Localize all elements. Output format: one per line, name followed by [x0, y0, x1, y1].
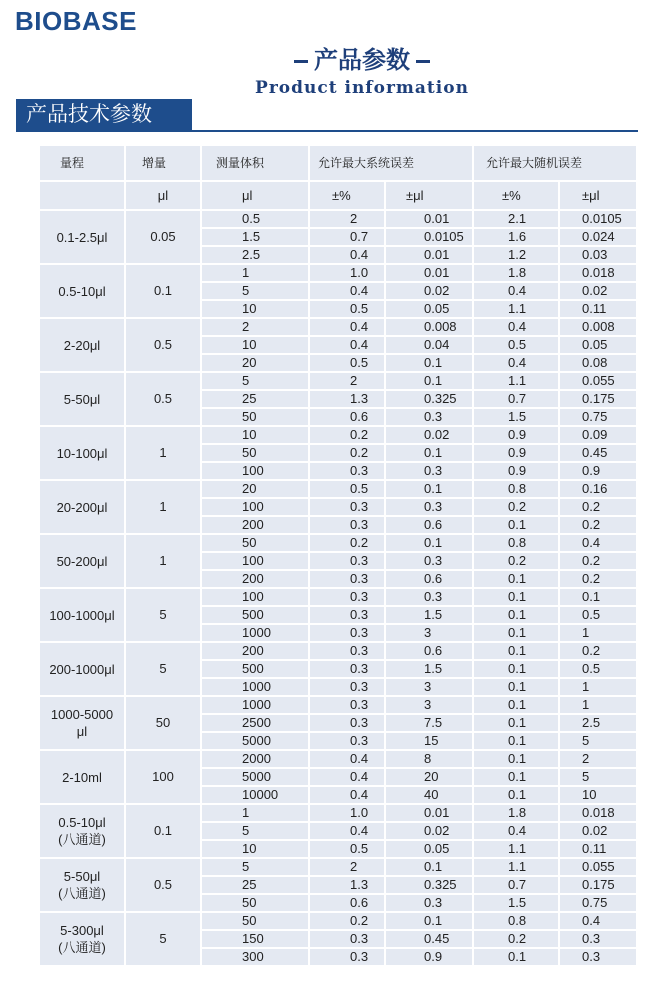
- cell-sys-ul: 3: [386, 625, 474, 643]
- cell-sys-ul: 0.6: [386, 517, 474, 535]
- cell-rand-pct: 0.1: [474, 679, 560, 697]
- cell-sys-ul: 0.1: [386, 535, 474, 553]
- cell-sys-pct: 0.6: [310, 895, 386, 913]
- cell-rand-ul: 0.75: [560, 409, 638, 427]
- cell-volume: 1000: [202, 679, 310, 697]
- cell-rand-ul: 0.4: [560, 913, 638, 931]
- cell-sys-ul: 0.3: [386, 553, 474, 571]
- cell-sys-pct: 1.0: [310, 265, 386, 283]
- cell-volume: 2000: [202, 751, 310, 769]
- cell-rand-pct: 0.1: [474, 949, 560, 967]
- cell-increment: 0.1: [126, 805, 202, 859]
- cell-rand-ul: 0.018: [560, 805, 638, 823]
- table-row: [40, 751, 638, 769]
- cell-rand-pct: 1.5: [474, 895, 560, 913]
- header-random-error: 允许最大随机误差: [474, 146, 638, 182]
- cell-increment: 0.5: [126, 373, 202, 427]
- cell-sys-ul: 3: [386, 679, 474, 697]
- cell-sys-ul: 40: [386, 787, 474, 805]
- table-row: [40, 643, 638, 661]
- cell-volume: 10: [202, 841, 310, 859]
- cell-rand-ul: 10: [560, 787, 638, 805]
- cell-sys-pct: 0.5: [310, 355, 386, 373]
- table-row: [40, 805, 638, 823]
- cell-rand-pct: 0.9: [474, 427, 560, 445]
- cell-rand-pct: 0.1: [474, 751, 560, 769]
- cell-rand-pct: 0.1: [474, 625, 560, 643]
- cell-rand-pct: 0.7: [474, 877, 560, 895]
- cell-sys-pct: 0.6: [310, 409, 386, 427]
- cell-sys-pct: 0.3: [310, 697, 386, 715]
- cell-range: [40, 481, 126, 535]
- table-row: [40, 427, 638, 445]
- cell-rand-pct: 0.1: [474, 643, 560, 661]
- cell-sys-pct: 0.3: [310, 571, 386, 589]
- cell-rand-pct: 0.1: [474, 715, 560, 733]
- cell-sys-ul: 0.1: [386, 445, 474, 463]
- cell-rand-ul: 0.024: [560, 229, 638, 247]
- cell-sys-ul: 8: [386, 751, 474, 769]
- cell-rand-ul: 0.08: [560, 355, 638, 373]
- cell-rand-pct: 0.8: [474, 535, 560, 553]
- cell-volume: 1000: [202, 697, 310, 715]
- cell-sys-ul: 0.3: [386, 895, 474, 913]
- cell-rand-ul: 5: [560, 769, 638, 787]
- cell-rand-ul: 0.2: [560, 643, 638, 661]
- cell-rand-ul: 0.008: [560, 319, 638, 337]
- cell-sys-pct: 0.3: [310, 553, 386, 571]
- cell-rand-ul: 0.055: [560, 859, 638, 877]
- unit-sys-pct: ±%: [310, 182, 386, 211]
- cell-sys-ul: 0.325: [386, 391, 474, 409]
- cell-volume: 5: [202, 823, 310, 841]
- cell-sys-ul: 3: [386, 697, 474, 715]
- cell-rand-pct: 0.4: [474, 355, 560, 373]
- cell-volume: 2500: [202, 715, 310, 733]
- cell-increment: 0.5: [126, 859, 202, 913]
- unit-rand-pct: ±%: [474, 182, 560, 211]
- cell-sys-ul: 0.3: [386, 409, 474, 427]
- cell-sys-pct: 0.3: [310, 517, 386, 535]
- cell-range: [40, 913, 126, 967]
- cell-rand-pct: 0.2: [474, 931, 560, 949]
- cell-increment: 5: [126, 643, 202, 697]
- cell-rand-pct: 1.6: [474, 229, 560, 247]
- cell-sys-pct: 0.3: [310, 931, 386, 949]
- cell-range-line: 0.1-2.5μl: [56, 229, 108, 245]
- cell-sys-ul: 0.02: [386, 283, 474, 301]
- cell-increment: 1: [126, 481, 202, 535]
- table-row: [40, 859, 638, 877]
- cell-increment: 0.1: [126, 265, 202, 319]
- cell-sys-pct: 0.2: [310, 427, 386, 445]
- cell-rand-ul: 0.11: [560, 841, 638, 859]
- cell-range-line: (八通道): [58, 940, 106, 955]
- cell-rand-ul: 0.5: [560, 661, 638, 679]
- cell-volume: 50: [202, 913, 310, 931]
- cell-rand-ul: 0.055: [560, 373, 638, 391]
- cell-sys-ul: 1.5: [386, 661, 474, 679]
- cell-volume: 100: [202, 463, 310, 481]
- cell-volume: 100: [202, 553, 310, 571]
- header-volume: 测量体积: [202, 146, 310, 182]
- cell-rand-pct: 0.1: [474, 589, 560, 607]
- cell-sys-pct: 0.3: [310, 463, 386, 481]
- cell-sys-ul: 0.1: [386, 859, 474, 877]
- cell-rand-pct: 1.1: [474, 373, 560, 391]
- cell-rand-pct: 0.9: [474, 445, 560, 463]
- cell-sys-ul: 15: [386, 733, 474, 751]
- cell-volume: 2.5: [202, 247, 310, 265]
- cell-rand-pct: 1.5: [474, 409, 560, 427]
- cell-volume: 50: [202, 535, 310, 553]
- cell-sys-ul: 0.05: [386, 301, 474, 319]
- cell-volume: 25: [202, 391, 310, 409]
- cell-rand-pct: 0.2: [474, 553, 560, 571]
- cell-rand-pct: 1.8: [474, 265, 560, 283]
- cell-sys-pct: 0.4: [310, 247, 386, 265]
- cell-volume: 20: [202, 481, 310, 499]
- cell-rand-ul: 1: [560, 679, 638, 697]
- cell-volume: 100: [202, 589, 310, 607]
- cell-rand-pct: 0.9: [474, 463, 560, 481]
- cell-rand-ul: 0.75: [560, 895, 638, 913]
- cell-rand-pct: 0.4: [474, 823, 560, 841]
- cell-rand-ul: 2: [560, 751, 638, 769]
- cell-range: [40, 211, 126, 265]
- cell-rand-pct: 0.1: [474, 661, 560, 679]
- cell-sys-pct: 0.3: [310, 715, 386, 733]
- cell-sys-pct: 0.2: [310, 913, 386, 931]
- cell-rand-pct: 0.4: [474, 283, 560, 301]
- cell-range: [40, 751, 126, 805]
- cell-sys-ul: 0.01: [386, 211, 474, 229]
- cell-range-line: (八通道): [58, 886, 106, 901]
- cell-sys-pct: 0.4: [310, 823, 386, 841]
- heading-cn-text: 产品参数: [314, 46, 410, 74]
- cell-range-line: 2-10ml: [62, 769, 102, 785]
- cell-sys-pct: 0.4: [310, 319, 386, 337]
- heading-dash-right: [416, 60, 430, 63]
- cell-sys-pct: 0.2: [310, 535, 386, 553]
- cell-sys-pct: 0.5: [310, 841, 386, 859]
- cell-range-line: 20-200μl: [56, 499, 108, 515]
- cell-volume: 1: [202, 805, 310, 823]
- cell-range-line: 5-300μl: [60, 923, 104, 938]
- cell-rand-ul: 0.5: [560, 607, 638, 625]
- cell-volume: 1000: [202, 625, 310, 643]
- header-range: 量程: [40, 146, 126, 182]
- biobase-logo: BIOBASE: [15, 6, 137, 36]
- cell-range-line: (八通道): [58, 832, 106, 847]
- cell-sys-ul: 0.325: [386, 877, 474, 895]
- section-title: 产品技术参数: [16, 99, 192, 130]
- cell-range: [40, 643, 126, 697]
- cell-sys-ul: 0.05: [386, 841, 474, 859]
- cell-volume: 25: [202, 877, 310, 895]
- cell-volume: 200: [202, 517, 310, 535]
- cell-volume: 1: [202, 265, 310, 283]
- cell-sys-ul: 0.45: [386, 931, 474, 949]
- cell-volume: 5000: [202, 769, 310, 787]
- cell-range-line: 1000-5000: [50, 707, 114, 722]
- table-row: [40, 913, 638, 931]
- header-systematic-error: 允许最大系统误差: [310, 146, 474, 182]
- cell-range-line: 0.5-10μl: [58, 815, 106, 830]
- table-row: [40, 265, 638, 283]
- cell-rand-ul: 0.2: [560, 517, 638, 535]
- cell-rand-ul: 0.175: [560, 391, 638, 409]
- cell-increment: 50: [126, 697, 202, 751]
- table-header-row: [40, 146, 638, 182]
- cell-sys-pct: 0.3: [310, 643, 386, 661]
- cell-rand-pct: 0.1: [474, 571, 560, 589]
- cell-range: [40, 589, 126, 643]
- cell-rand-ul: 0.175: [560, 877, 638, 895]
- cell-sys-ul: 0.0105: [386, 229, 474, 247]
- cell-rand-pct: 0.5: [474, 337, 560, 355]
- cell-range: [40, 319, 126, 373]
- cell-sys-ul: 0.01: [386, 805, 474, 823]
- header-increment: 增量: [126, 146, 202, 182]
- cell-volume: 500: [202, 661, 310, 679]
- cell-sys-ul: 0.1: [386, 355, 474, 373]
- cell-volume: 10: [202, 427, 310, 445]
- cell-volume: 50: [202, 409, 310, 427]
- cell-range-line: 5-50μl: [63, 391, 101, 407]
- cell-sys-pct: 1.3: [310, 391, 386, 409]
- cell-volume: 1.5: [202, 229, 310, 247]
- spec-table: [40, 146, 638, 967]
- cell-sys-pct: 0.3: [310, 679, 386, 697]
- cell-sys-pct: 0.4: [310, 787, 386, 805]
- cell-increment: 1: [126, 535, 202, 589]
- cell-volume: 5: [202, 859, 310, 877]
- cell-volume: 150: [202, 931, 310, 949]
- cell-sys-pct: 0.5: [310, 481, 386, 499]
- cell-sys-pct: 0.3: [310, 949, 386, 967]
- cell-rand-ul: 0.0105: [560, 211, 638, 229]
- cell-rand-ul: 0.02: [560, 283, 638, 301]
- cell-sys-pct: 0.4: [310, 751, 386, 769]
- cell-rand-ul: 0.16: [560, 481, 638, 499]
- heading-en: Product information: [255, 78, 469, 98]
- cell-sys-pct: 1.3: [310, 877, 386, 895]
- cell-volume: 200: [202, 643, 310, 661]
- cell-range: [40, 373, 126, 427]
- cell-rand-ul: 0.02: [560, 823, 638, 841]
- cell-sys-pct: 0.3: [310, 733, 386, 751]
- cell-volume: 50: [202, 895, 310, 913]
- cell-increment: 5: [126, 913, 202, 967]
- cell-sys-ul: 0.01: [386, 247, 474, 265]
- cell-sys-pct: 0.3: [310, 499, 386, 517]
- cell-sys-ul: 0.02: [386, 823, 474, 841]
- cell-range: [40, 535, 126, 589]
- cell-rand-ul: 0.05: [560, 337, 638, 355]
- cell-volume: 50: [202, 445, 310, 463]
- cell-rand-pct: 1.8: [474, 805, 560, 823]
- cell-rand-ul: 0.2: [560, 571, 638, 589]
- table-row: [40, 211, 638, 229]
- cell-sys-ul: 0.1: [386, 373, 474, 391]
- unit-increment: μl: [126, 182, 202, 211]
- cell-volume: 5: [202, 283, 310, 301]
- cell-sys-pct: 0.3: [310, 589, 386, 607]
- cell-sys-ul: 0.3: [386, 463, 474, 481]
- cell-sys-pct: 0.4: [310, 283, 386, 301]
- table-row: [40, 373, 638, 391]
- cell-volume: 200: [202, 571, 310, 589]
- cell-range-line: 2-20μl: [63, 337, 101, 353]
- cell-range: [40, 859, 126, 913]
- cell-range-line: 0.5-10μl: [58, 283, 106, 299]
- cell-sys-ul: 0.9: [386, 949, 474, 967]
- cell-rand-pct: 1.1: [474, 859, 560, 877]
- spec-table-body: [40, 146, 638, 967]
- cell-rand-ul: 0.03: [560, 247, 638, 265]
- heading-cn: [0, 40, 664, 75]
- cell-rand-pct: 0.1: [474, 697, 560, 715]
- cell-rand-pct: 0.1: [474, 787, 560, 805]
- cell-sys-pct: 0.5: [310, 301, 386, 319]
- table-row: [40, 481, 638, 499]
- cell-range-line: 5-50μl: [63, 869, 101, 884]
- cell-sys-ul: 0.01: [386, 265, 474, 283]
- cell-rand-pct: 0.1: [474, 733, 560, 751]
- unit-volume: μl: [202, 182, 310, 211]
- cell-volume: 2: [202, 319, 310, 337]
- cell-rand-ul: 0.1: [560, 589, 638, 607]
- cell-rand-ul: 1: [560, 697, 638, 715]
- cell-sys-ul: 0.3: [386, 589, 474, 607]
- cell-rand-pct: 0.8: [474, 913, 560, 931]
- cell-volume: 20: [202, 355, 310, 373]
- cell-increment: 1: [126, 427, 202, 481]
- cell-increment: 100: [126, 751, 202, 805]
- cell-rand-ul: 2.5: [560, 715, 638, 733]
- cell-sys-ul: 0.1: [386, 913, 474, 931]
- table-row: [40, 697, 638, 715]
- cell-range-line: 200-1000μl: [49, 661, 115, 677]
- unit-rand-ul: ±μl: [560, 182, 638, 211]
- cell-rand-ul: 1: [560, 625, 638, 643]
- cell-sys-ul: 0.008: [386, 319, 474, 337]
- table-unit-row: [40, 182, 638, 211]
- cell-range-line: μl: [76, 724, 88, 739]
- cell-rand-pct: 1.1: [474, 841, 560, 859]
- cell-volume: 300: [202, 949, 310, 967]
- cell-volume: 500: [202, 607, 310, 625]
- cell-volume: 10: [202, 301, 310, 319]
- cell-rand-pct: 0.2: [474, 499, 560, 517]
- cell-sys-ul: 7.5: [386, 715, 474, 733]
- cell-sys-pct: 0.4: [310, 337, 386, 355]
- unit-sys-ul: ±μl: [386, 182, 474, 211]
- table-row: [40, 535, 638, 553]
- section-divider: [16, 130, 638, 132]
- cell-sys-ul: 0.02: [386, 427, 474, 445]
- cell-increment: 0.5: [126, 319, 202, 373]
- cell-sys-pct: 0.4: [310, 769, 386, 787]
- cell-sys-pct: 2: [310, 211, 386, 229]
- unit-range: [40, 182, 126, 211]
- cell-range: [40, 805, 126, 859]
- cell-sys-ul: 20: [386, 769, 474, 787]
- cell-rand-ul: 0.09: [560, 427, 638, 445]
- cell-sys-pct: 2: [310, 859, 386, 877]
- cell-volume: 100: [202, 499, 310, 517]
- cell-rand-ul: 0.018: [560, 265, 638, 283]
- cell-rand-pct: 1.2: [474, 247, 560, 265]
- cell-rand-pct: 1.1: [474, 301, 560, 319]
- cell-sys-ul: 0.6: [386, 643, 474, 661]
- cell-rand-pct: 2.1: [474, 211, 560, 229]
- cell-sys-ul: 0.04: [386, 337, 474, 355]
- cell-rand-pct: 0.7: [474, 391, 560, 409]
- cell-sys-pct: 0.3: [310, 661, 386, 679]
- cell-sys-pct: 2: [310, 373, 386, 391]
- cell-volume: 10000: [202, 787, 310, 805]
- cell-sys-ul: 0.3: [386, 499, 474, 517]
- cell-sys-ul: 1.5: [386, 607, 474, 625]
- cell-increment: 0.05: [126, 211, 202, 265]
- cell-sys-ul: 0.6: [386, 571, 474, 589]
- cell-rand-ul: 0.3: [560, 931, 638, 949]
- cell-rand-pct: 0.8: [474, 481, 560, 499]
- cell-rand-pct: 0.1: [474, 517, 560, 535]
- cell-range: [40, 265, 126, 319]
- table-row: [40, 319, 638, 337]
- cell-rand-ul: 5: [560, 733, 638, 751]
- cell-rand-pct: 0.1: [474, 607, 560, 625]
- cell-sys-pct: 0.3: [310, 625, 386, 643]
- cell-sys-pct: 1.0: [310, 805, 386, 823]
- cell-sys-ul: 0.1: [386, 481, 474, 499]
- cell-sys-pct: 0.3: [310, 607, 386, 625]
- cell-rand-ul: 0.2: [560, 553, 638, 571]
- cell-rand-ul: 0.45: [560, 445, 638, 463]
- cell-volume: 5000: [202, 733, 310, 751]
- cell-rand-ul: 0.4: [560, 535, 638, 553]
- cell-sys-pct: 0.7: [310, 229, 386, 247]
- cell-rand-ul: 0.9: [560, 463, 638, 481]
- table-row: [40, 589, 638, 607]
- cell-rand-ul: 0.11: [560, 301, 638, 319]
- cell-volume: 0.5: [202, 211, 310, 229]
- cell-range: [40, 427, 126, 481]
- cell-rand-ul: 0.2: [560, 499, 638, 517]
- cell-range-line: 100-1000μl: [49, 607, 115, 623]
- cell-rand-pct: 0.4: [474, 319, 560, 337]
- cell-rand-ul: 0.3: [560, 949, 638, 967]
- cell-increment: 5: [126, 589, 202, 643]
- cell-range-line: 10-100μl: [56, 445, 108, 461]
- cell-rand-pct: 0.1: [474, 769, 560, 787]
- cell-sys-pct: 0.2: [310, 445, 386, 463]
- cell-volume: 10: [202, 337, 310, 355]
- cell-volume: 5: [202, 373, 310, 391]
- heading-dash-left: [294, 60, 308, 63]
- cell-range-line: 50-200μl: [56, 553, 108, 569]
- cell-range: [40, 697, 126, 751]
